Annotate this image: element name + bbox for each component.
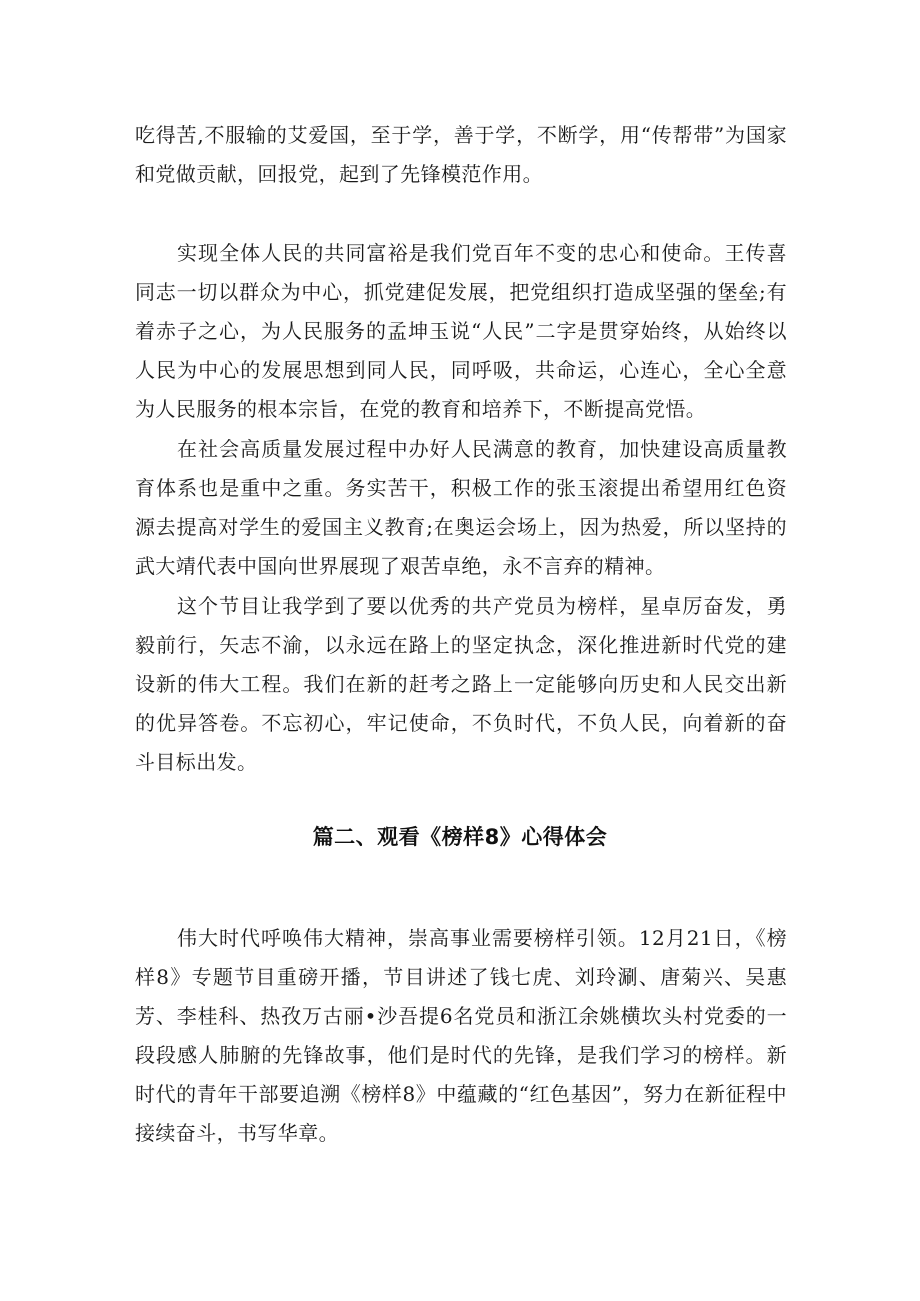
paragraph-section-intro: 伟大时代呼唤伟大精神，崇高事业需要榜样引领。12月21日，《榜样8》专题节目重磅开播，节目讲述了钱七虎、刘玲涮、唐菊兴、吴惠芳、李桂科、热孜万古丽•沙吾提6名党员和浙江余姚横坎头村党委的一段段感人肺腑的先锋故事，他们是时代的先锋，是我们学习的榜样。新时代的青年干部要追溯《榜样8》中蕴藏的“红色基因”，努力在新征程中接续奋斗，书写华章。	[135, 926, 787, 1145]
section-heading: 篇二、观看《榜样8》心得体会	[312, 825, 608, 849]
paragraph-lesson-learned: 这个节目让我学到了要以优秀的共产党员为榜样，星卓厉奋发，勇毅前行，矢志不渝，以永远在路上的坚定执念，深化推进新时代党的建设新的伟大工程。我们在新的赶考之路上一定能够向历史和人民交出新的优异答卷。不忘初心，牢记使命，不负时代，不负人民，向着新的奋斗目标出发。	[135, 594, 787, 774]
paragraph-continued: 吃得苦,不服输的艾爱国，至于学，善于学，不断学，用“传帮带”为国家和党做贡献，回报党，起到了先锋模范作用。	[135, 123, 787, 186]
paragraph-common-prosperity: 实现全体人民的共同富裕是我们党百年不变的忠心和使命。王传喜同志一切以群众为中心，抓党建促发展，把党组织打造成坚强的堡垒;有着赤子之心，为人民服务的孟坤玉说“人民”二字是贯穿始终，从始终以人民为中心的发展思想到同人民，同呼吸，共命运，心连心，全心全意为人民服务的根本宗旨，在党的教育和培养下，不断提高党悟。	[135, 241, 787, 421]
paragraph-education: 在社会高质量发展过程中办好人民满意的教育，加快建设高质量教育体系也是重中之重。务实苦干，积极工作的张玉滚提出希望用红色资源去提高对学生的爱国主义教育;在奥运会场上，因为热爱，所以坚持的武大靖代表中国向世界展现了艰苦卓绝，永不言弃的精神。	[135, 437, 787, 578]
